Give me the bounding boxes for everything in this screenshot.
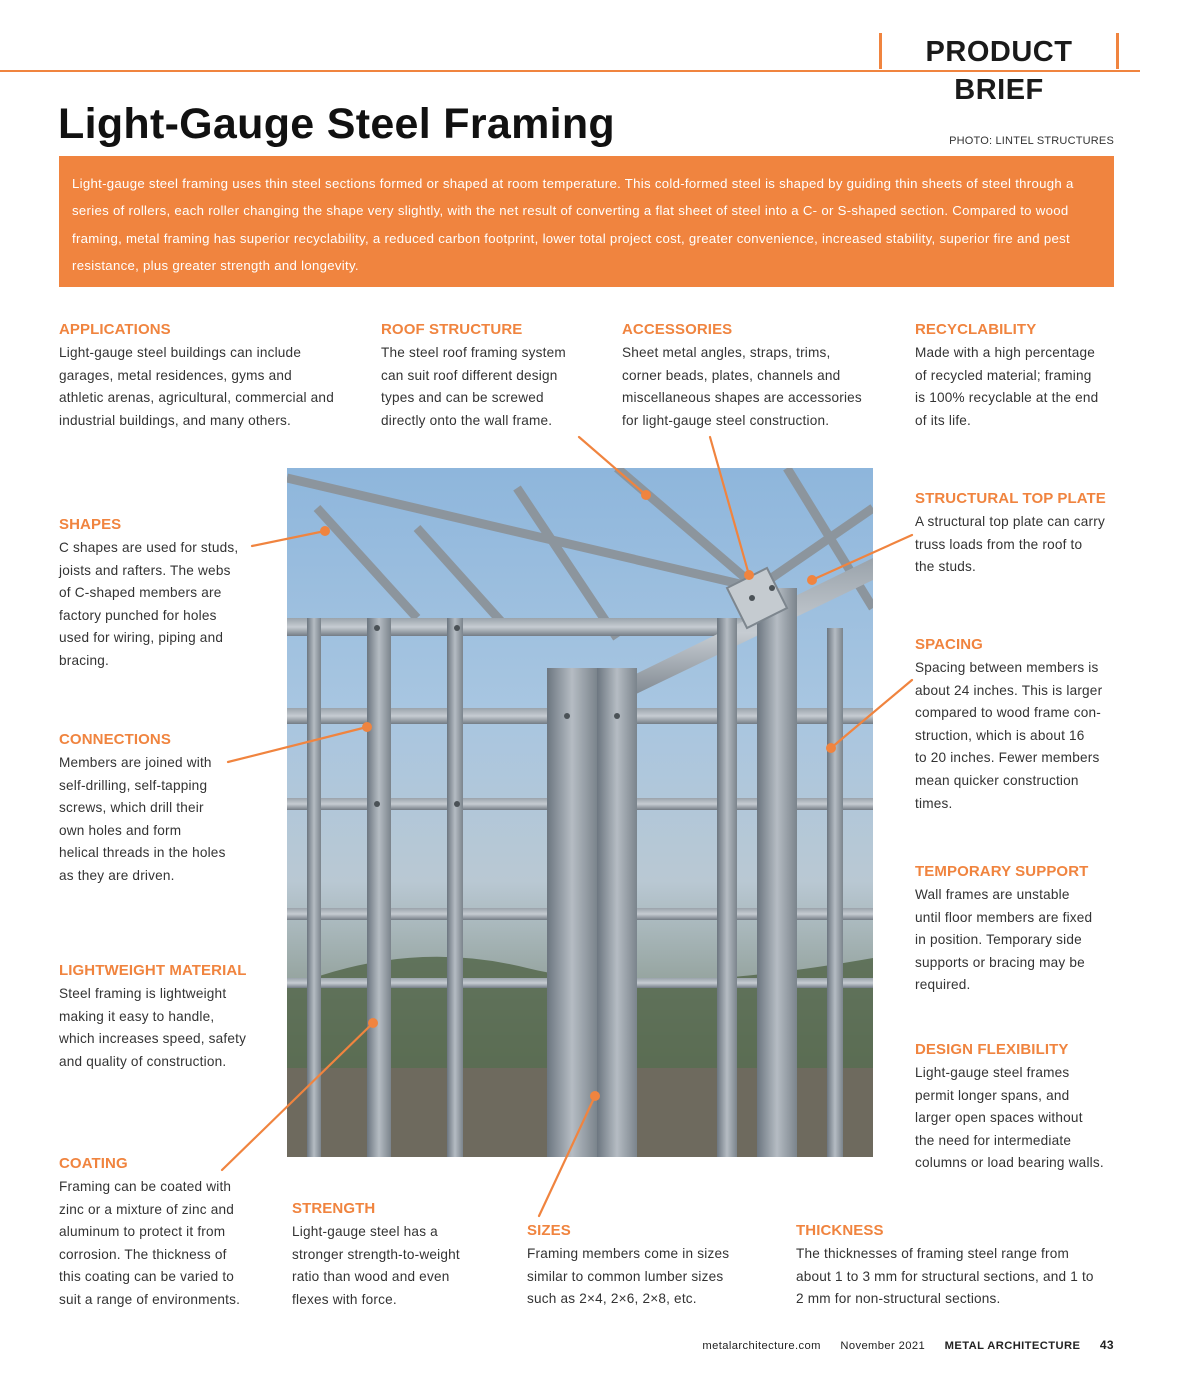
callout-connections — [59, 730, 279, 888]
callout-thickness — [796, 1221, 1126, 1311]
callout-strength — [292, 1199, 512, 1311]
callout-applications — [59, 320, 369, 432]
callout-heading: LIGHTWEIGHT MATERIAL — [59, 962, 247, 979]
photo-credit: PHOTO: LINTEL STRUCTURES — [949, 135, 1114, 147]
footer-issue: November 2021 — [840, 1340, 926, 1352]
callout-text: Framing can be coated with zinc or a mixture of zinc and aluminum to protect it from corrosion. The thickness of this coating can be varied to suit a range of environments. — [59, 1179, 241, 1307]
callout-text: Wall frames are unstable until floor members are fixed in position. Temporary side supports or bracing may be required. — [915, 887, 1093, 993]
steel-framing-photo — [287, 468, 873, 1157]
callout-text: C shapes are used for studs, joists and rafters. The webs of C-shaped members are factory punched for holes used for wiring, piping and bracing. — [59, 540, 239, 668]
footer-page-number: 43 — [1099, 1338, 1114, 1352]
callout-text: Light-gauge steel frames permit longer spans, and larger open spaces without the need for intermediate columns or load bearing walls. — [915, 1065, 1104, 1171]
callout-text: Light-gauge steel has a stronger strength-to-weight ratio than wood and even flexes with force. — [292, 1224, 460, 1307]
callout-design-flexibility — [915, 1040, 1135, 1175]
callout-text: The steel roof framing system can suit roof different design types and can be screwed directly onto the wall frame. — [381, 345, 566, 428]
callout-coating — [59, 1154, 284, 1312]
steel-framing-illustration — [287, 468, 873, 1157]
callout-text: Light-gauge steel buildings can include garages, metal residences, gyms and athletic arenas, agricultural, commercial and industrial buildings, and many others. — [59, 345, 334, 428]
callout-shapes — [59, 515, 279, 673]
callout-text: Spacing between members is about 24 inches. This is larger compared to wood frame con- struction, which is about 16 to 20 inches. Fewer members mean quicker construction times. — [915, 660, 1103, 811]
footer-website[interactable]: metalarchitecture.com — [702, 1340, 821, 1352]
callout-heading: SHAPES — [59, 516, 122, 533]
callout-sizes — [527, 1221, 777, 1311]
page-footer — [702, 1338, 1114, 1352]
callout-heading: TEMPORARY SUPPORT — [915, 863, 1089, 880]
callout-heading: SIZES — [527, 1222, 571, 1239]
intro-box: Light-gauge steel framing uses thin steel sections formed or shaped at room temperature. This cold-formed steel is shaped by guiding thin sheets of steel through a series of rollers, each roller changing the shape very slightly, with the net result of converting a flat sheet of steel into a C- or S-shaped section. Compared to wood framing, metal framing has superior recyclability, a reduced carbon footprint, lower total project cost, greater convenience, increased stability, superior fire and pest resistance, plus greater strength and longevity. — [59, 156, 1114, 287]
callout-heading: RECYCLABILITY — [915, 321, 1037, 338]
callout-heading: ROOF STRUCTURE — [381, 321, 523, 338]
callout-heading: CONNECTIONS — [59, 731, 171, 748]
callout-structural-top-plate — [915, 489, 1135, 579]
callout-heading: ACCESSORIES — [622, 321, 733, 338]
callout-text: Sheet metal angles, straps, trims, corner beads, plates, channels and miscellaneous shapes are accessories for light-gauge steel construction. — [622, 345, 862, 428]
callout-accessories — [622, 320, 902, 432]
callout-text: Steel framing is lightweight making it easy to handle, which increases speed, safety and quality of construction. — [59, 986, 247, 1069]
callout-heading: COATING — [59, 1155, 128, 1172]
callout-text: The thicknesses of framing steel range from about 1 to 3 mm for structural sections, and 1 to 2 mm for non-structural sections. — [796, 1246, 1094, 1307]
callout-text: A structural top plate can carry truss loads from the roof to the studs. — [915, 514, 1106, 575]
footer-magazine: METAL ARCHITECTURE — [944, 1340, 1081, 1352]
callout-heading: STRUCTURAL TOP PLATE — [915, 490, 1106, 507]
callout-text: Framing members come in sizes similar to common lumber sizes such as 2×4, 2×6, 2×8, etc. — [527, 1246, 730, 1307]
section-label: PRODUCT BRIEF — [879, 33, 1119, 69]
callout-temporary-support — [915, 862, 1135, 997]
callout-heading: DESIGN FLEXIBILITY — [915, 1041, 1069, 1058]
page-title: Light-Gauge Steel Framing — [58, 100, 615, 148]
callout-spacing — [915, 635, 1135, 815]
callout-text: Made with a high percentage of recycled material; framing is 100% recyclable at the end of its life. — [915, 345, 1099, 428]
callout-lightweight-material — [59, 961, 284, 1073]
callout-heading: APPLICATIONS — [59, 321, 171, 338]
callout-heading: STRENGTH — [292, 1200, 376, 1217]
callout-heading: THICKNESS — [796, 1222, 884, 1239]
callout-recyclability — [915, 320, 1135, 432]
callout-text: Members are joined with self-drilling, self-tapping screws, which drill their own holes and form helical threads in the holes as they are driven. — [59, 755, 226, 883]
callout-heading: SPACING — [915, 636, 983, 653]
callout-roof-structure — [381, 320, 611, 432]
